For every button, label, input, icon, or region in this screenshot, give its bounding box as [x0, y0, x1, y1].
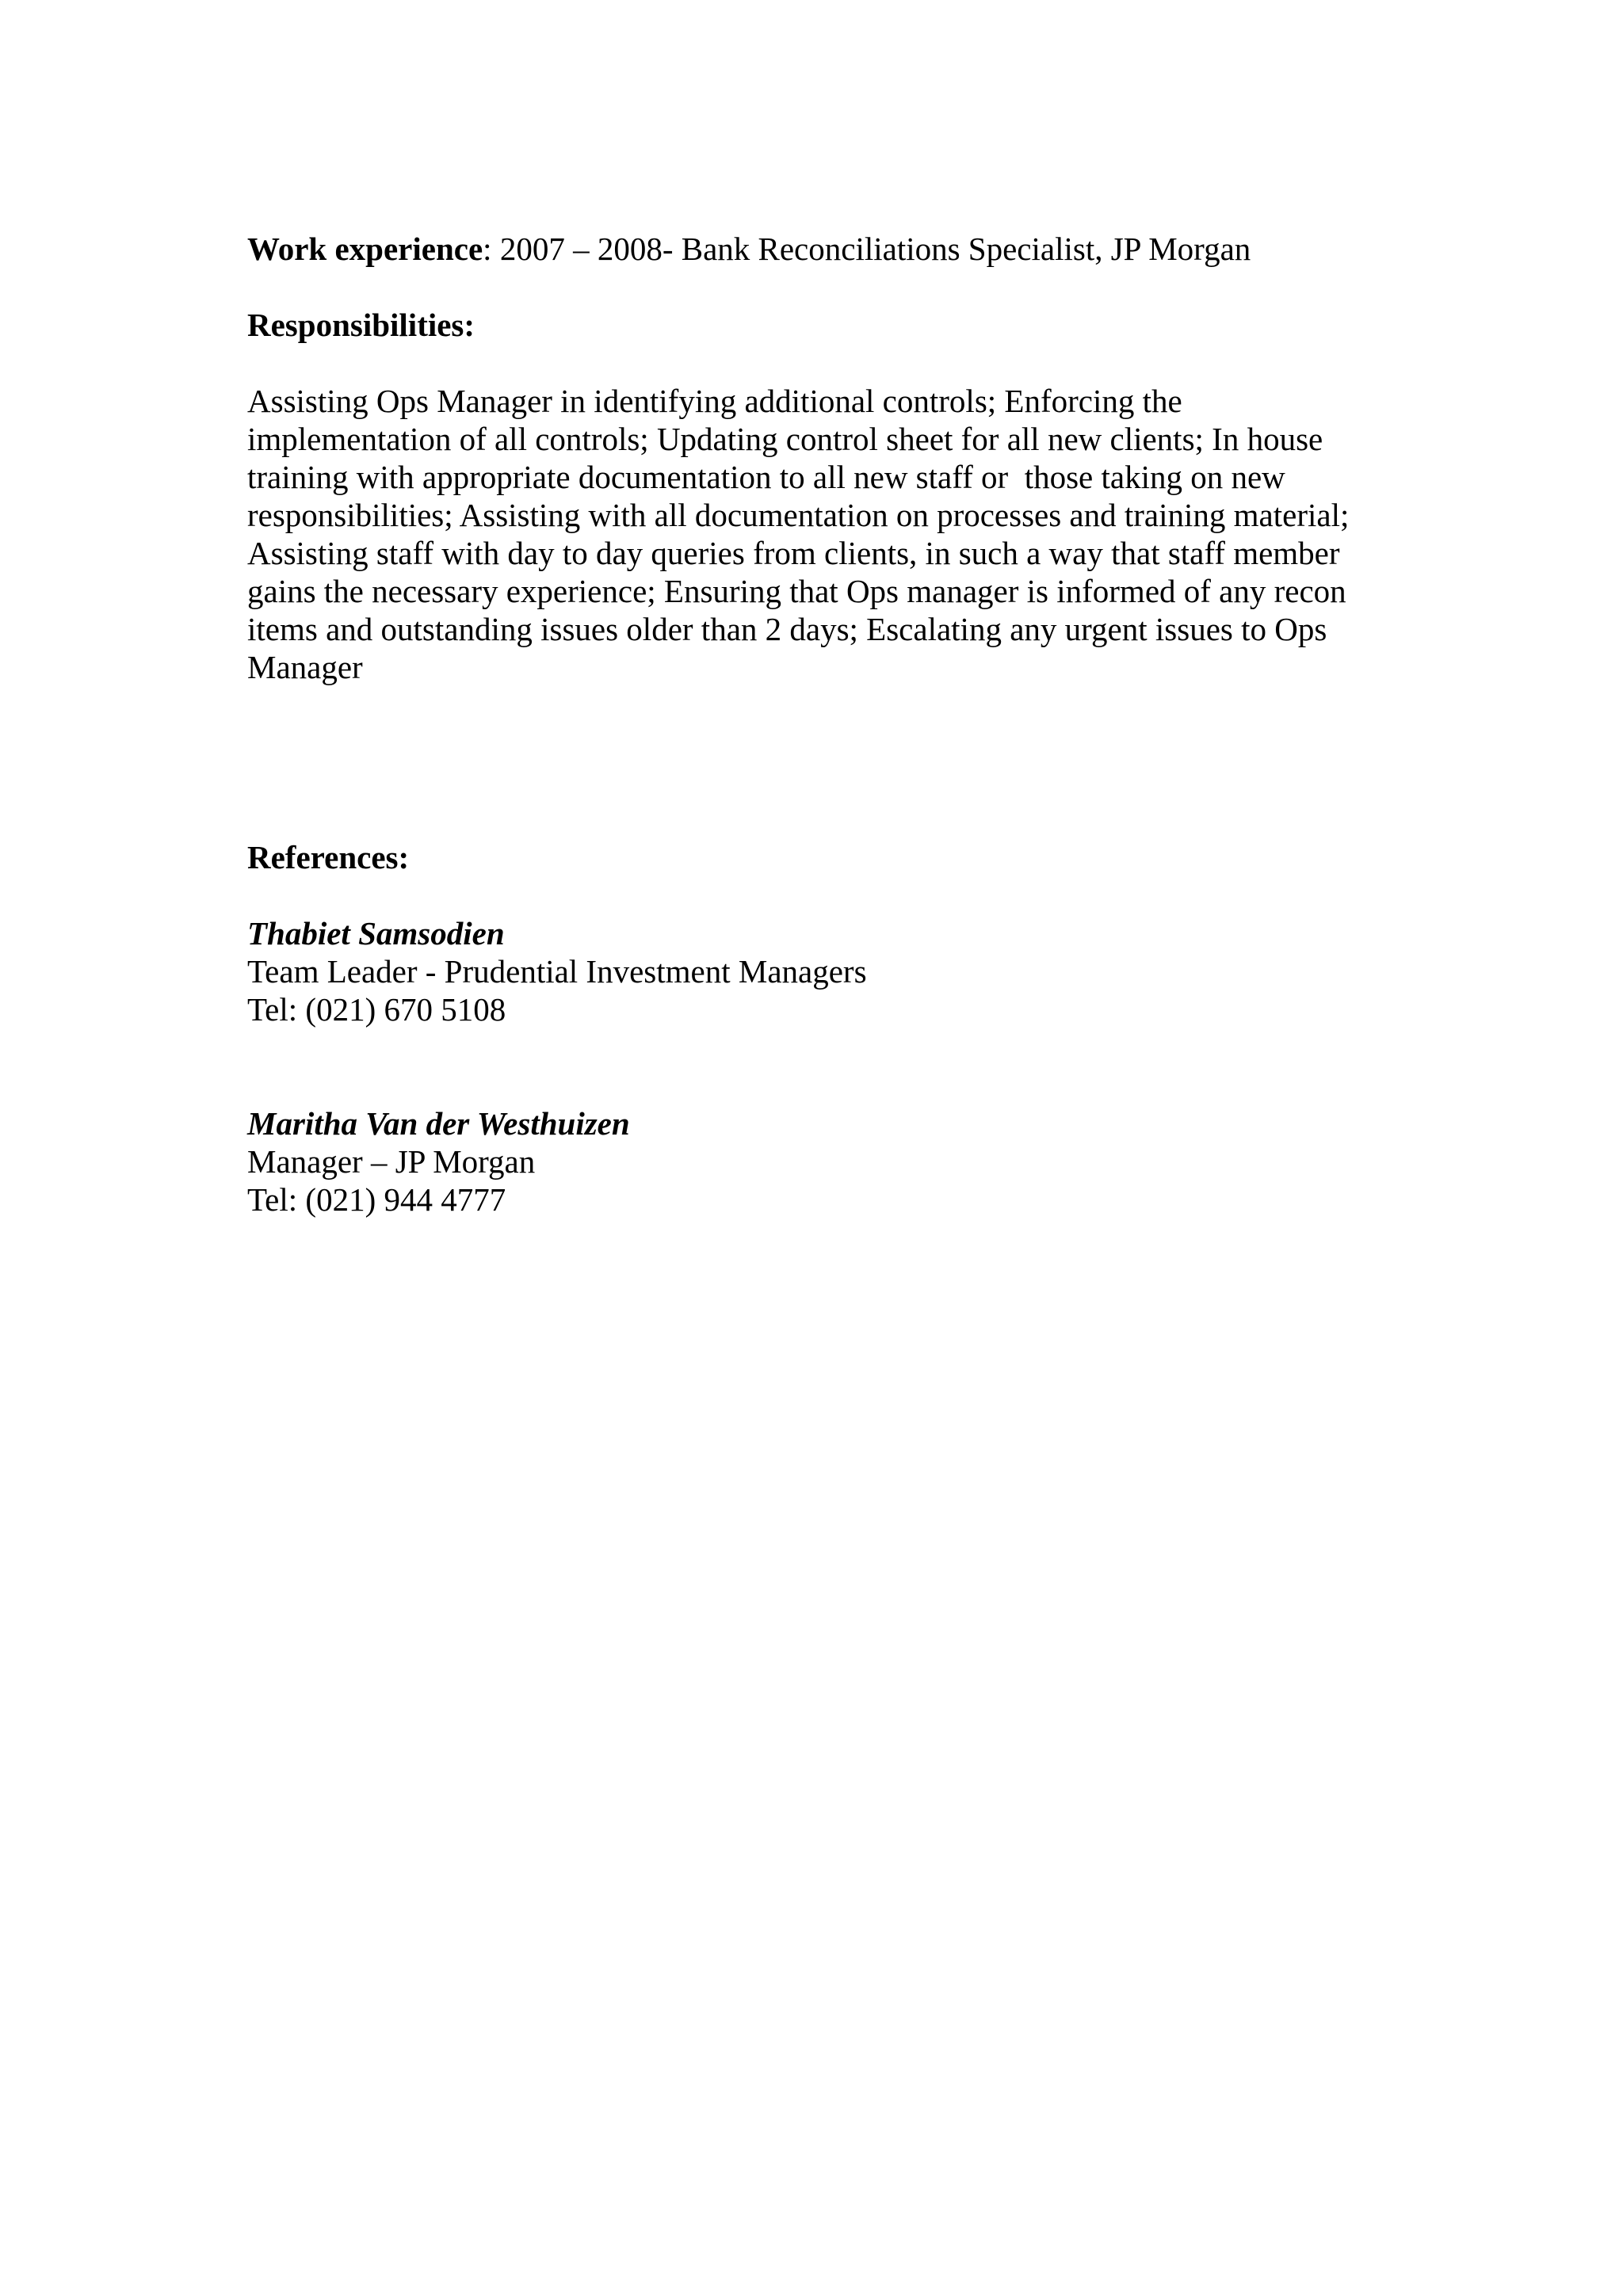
reference-title: Manager – JP Morgan — [247, 1143, 536, 1180]
spacer — [247, 876, 1396, 914]
spacer — [247, 686, 1396, 838]
reference-title: Team Leader - Prudential Investment Managers — [247, 953, 867, 990]
document-content — [247, 230, 1396, 1219]
paragraph-line: Assisting Ops Manager in identifying additional controls; Enforcing the — [247, 383, 1182, 419]
reference-tel: Tel: (021) 944 4777 — [247, 1181, 506, 1218]
work-experience-label: Work experience — [247, 231, 483, 267]
reference-name: Thabiet Samsodien — [247, 915, 505, 952]
work-experience-value: : 2007 – 2008- Bank Reconciliations Specialist, JP Morgan — [483, 231, 1251, 267]
reference-tel: Tel: (021) 670 5108 — [247, 991, 506, 1028]
responsibilities-heading: Responsibilities: — [247, 307, 475, 343]
work-experience-line — [247, 230, 1396, 268]
paragraph-line: implementation of all controls; Updating control sheet for all new clients; In house — [247, 421, 1323, 457]
paragraph-line: Assisting staff with day to day queries from clients, in such a way that staff member — [247, 535, 1340, 571]
references-heading: References: — [247, 839, 410, 875]
reference-entry — [247, 1104, 1396, 1219]
spacer — [247, 344, 1396, 382]
paragraph-line: Manager — [247, 649, 363, 685]
paragraph-line: items and outstanding issues older than 2 days; Escalating any urgent issues to Ops — [247, 611, 1327, 647]
spacer — [247, 268, 1396, 306]
reference-name: Maritha Van der Westhuizen — [247, 1105, 630, 1142]
spacer — [247, 1028, 1396, 1104]
paragraph-line: responsibilities; Assisting with all documentation on processes and training material; — [247, 497, 1350, 533]
paragraph-line: training with appropriate documentation to all new staff or those taking on new — [247, 459, 1285, 495]
reference-entry — [247, 914, 1396, 1028]
paragraph-line: gains the necessary experience; Ensuring that Ops manager is informed of any recon — [247, 573, 1346, 609]
responsibilities-paragraph — [247, 382, 1396, 686]
